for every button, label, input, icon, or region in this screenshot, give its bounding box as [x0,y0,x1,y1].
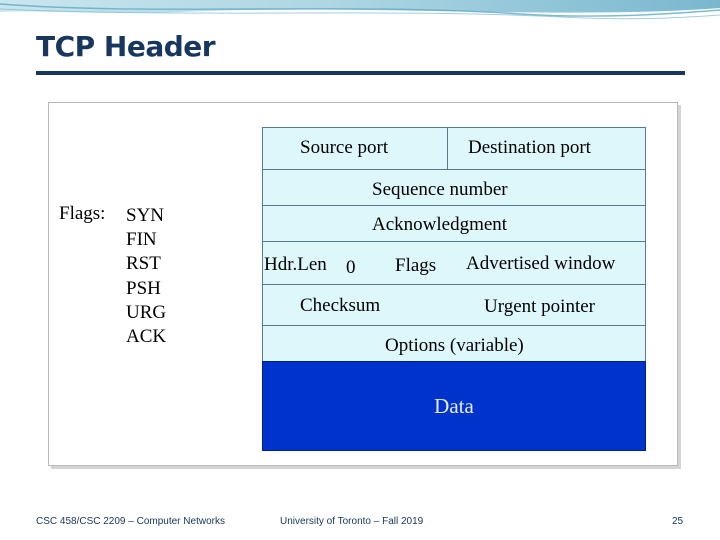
hdr-len-label: Hdr.Len [264,254,327,275]
checksum-label: Checksum [300,295,381,316]
flags-heading: Flags: [59,203,106,224]
slide-title: TCP Header [36,30,216,63]
flags-field-label: Flags [395,255,437,276]
flag-ack: ACK [126,326,167,348]
sequence-number-label: Sequence number [372,179,508,200]
page-number: 25 [672,516,684,527]
advertised-window-label: Advertised window [466,253,616,274]
source-port-label: Source port [300,137,389,158]
data-label: Data [434,394,474,418]
reserved-zero-label: 0 [346,257,356,278]
acknowledgment-label: Acknowledgment [372,214,508,235]
options-label: Options (variable) [385,335,524,356]
flags-list [126,204,166,349]
footer-university: University of Toronto – Fall 2019 [280,516,424,527]
flag-psh: PSH [126,277,161,299]
footer-course: CSC 458/CSC 2209 – Computer Networks [36,516,225,527]
flag-syn: SYN [126,205,165,226]
top-banner-decoration [0,0,720,26]
urgent-pointer-label: Urgent pointer [484,296,595,317]
flag-fin: FIN [126,229,157,251]
flag-urg: URG [126,301,167,323]
destination-port-label: Destination port [468,137,591,158]
title-underline [36,71,685,75]
flag-rst: RST [126,253,161,275]
